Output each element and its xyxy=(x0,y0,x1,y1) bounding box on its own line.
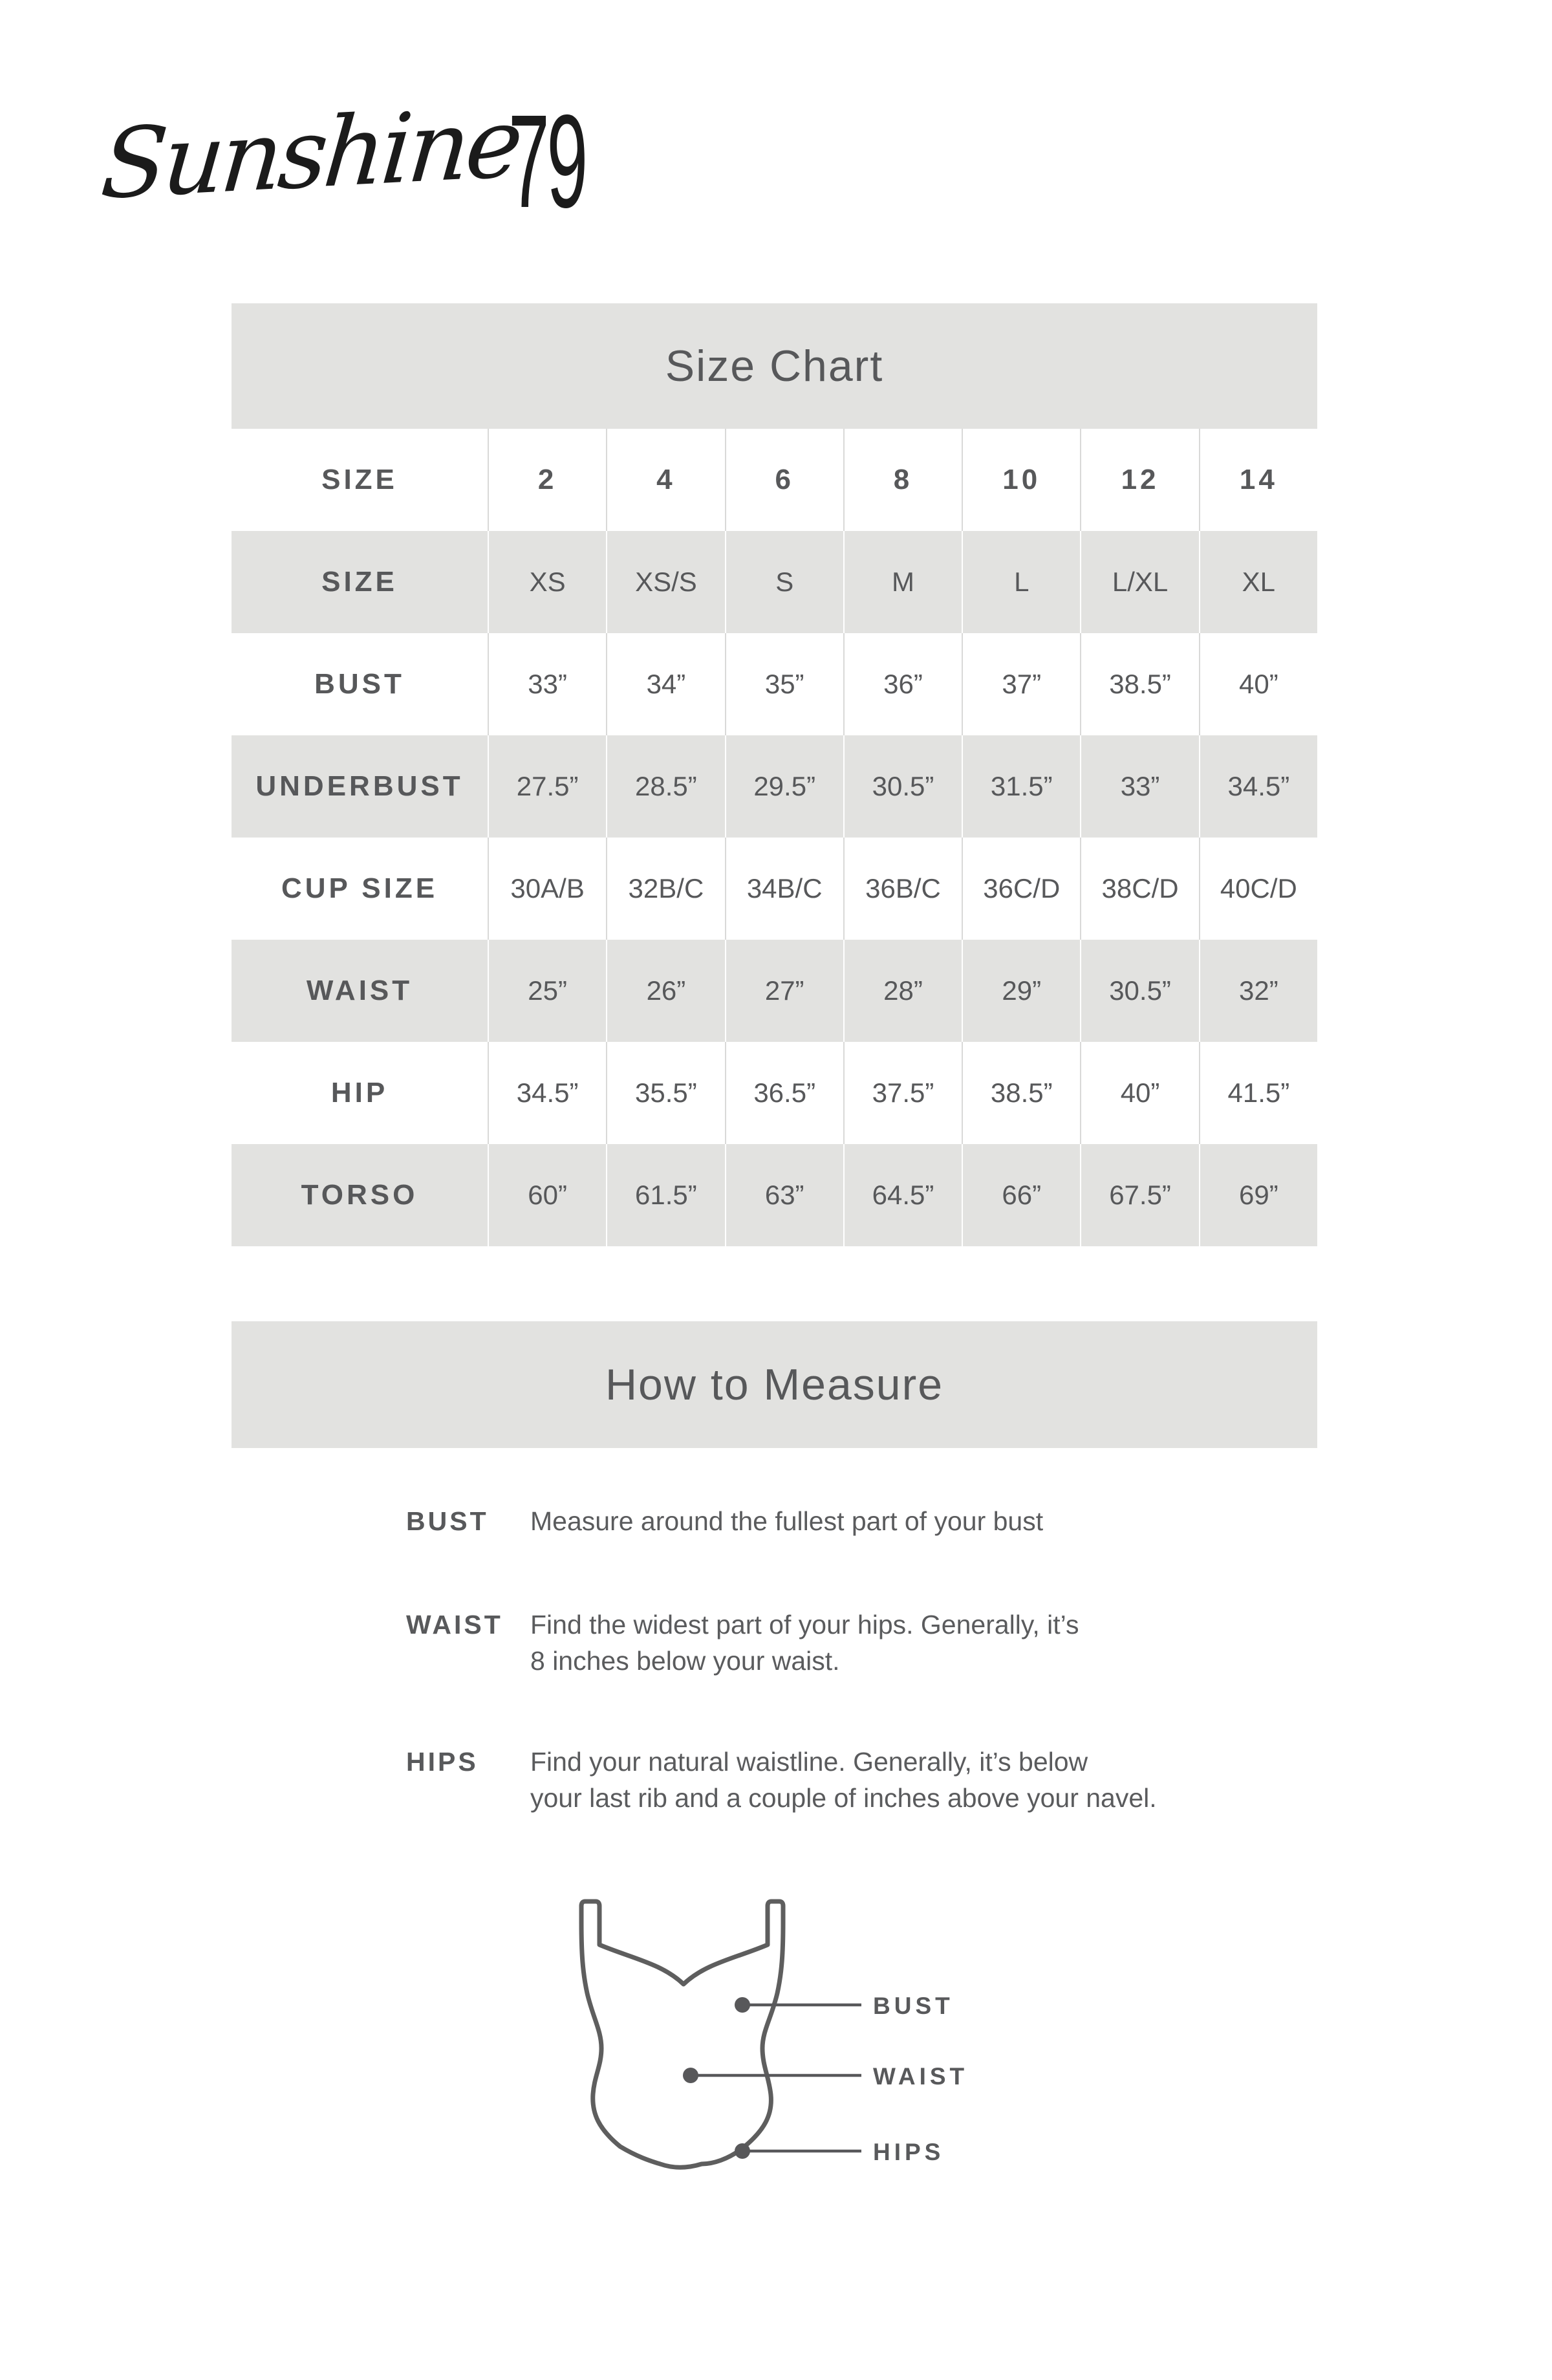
measure-item-waist xyxy=(406,1606,1324,1679)
measure-item-line: Find the widest part of your hips. Generally, it’s xyxy=(530,1610,1079,1639)
row-label: BUST xyxy=(314,668,405,700)
swimsuit-diagram-svg xyxy=(563,1882,1015,2192)
measure-item-bust xyxy=(406,1503,1324,1539)
table-cell: 29.5” xyxy=(725,735,843,838)
waist-dot xyxy=(683,2068,698,2083)
hips-dot xyxy=(735,2143,750,2159)
column-header: SIZE xyxy=(321,464,398,495)
brand-logo xyxy=(97,76,652,235)
column-header: 10 xyxy=(962,429,1080,531)
measurement-diagram xyxy=(563,1882,1015,2192)
table-cell: 32” xyxy=(1199,940,1317,1042)
table-cell: 27.5” xyxy=(488,735,606,838)
table-cell: 66” xyxy=(962,1144,1080,1246)
table-cell: 36” xyxy=(843,633,962,735)
table-row-hip xyxy=(232,1042,1317,1144)
table-cell: 35.5” xyxy=(606,1042,724,1144)
how-to-measure-title: How to Measure xyxy=(232,1321,1317,1448)
table-cell: 36C/D xyxy=(962,838,1080,940)
table-cell: 60” xyxy=(488,1144,606,1246)
table-cell: 34.5” xyxy=(488,1042,606,1144)
measure-item-hips xyxy=(406,1744,1324,1816)
brand-logo-digits: 79 xyxy=(508,87,585,235)
table-row-bust xyxy=(232,633,1317,735)
how-to-measure-section xyxy=(232,1321,1317,1448)
measure-item-text xyxy=(530,1606,1079,1679)
table-cell: S xyxy=(725,531,843,633)
table-row-cupsize xyxy=(232,838,1317,940)
table-cell: XS xyxy=(488,531,606,633)
measure-item-label: WAIST xyxy=(406,1610,503,1639)
table-row-torso xyxy=(232,1144,1317,1246)
measure-item-line: 8 inches below your waist. xyxy=(530,1646,840,1676)
measure-item-line: Find your natural waistline. Generally, it’s below xyxy=(530,1747,1088,1777)
column-header: 14 xyxy=(1199,429,1317,531)
column-header: 12 xyxy=(1080,429,1198,531)
measure-item-text xyxy=(530,1503,1043,1539)
row-label: TORSO xyxy=(301,1179,418,1211)
table-cell: 38.5” xyxy=(1080,633,1198,735)
measure-item-label: BUST xyxy=(406,1506,489,1536)
table-cell: 63” xyxy=(725,1144,843,1246)
table-cell: 33” xyxy=(488,633,606,735)
table-cell: M xyxy=(843,531,962,633)
table-cell: 40” xyxy=(1080,1042,1198,1144)
table-cell: L/XL xyxy=(1080,531,1198,633)
row-label: SIZE xyxy=(321,566,398,598)
table-cell: 40” xyxy=(1199,633,1317,735)
column-header: 8 xyxy=(843,429,962,531)
table-cell: 34” xyxy=(606,633,724,735)
table-cell: 30.5” xyxy=(843,735,962,838)
column-header: 6 xyxy=(725,429,843,531)
table-cell: 38.5” xyxy=(962,1042,1080,1144)
table-cell: 30A/B xyxy=(488,838,606,940)
measure-item-label: HIPS xyxy=(406,1747,479,1777)
table-cell: 29” xyxy=(962,940,1080,1042)
size-chart-section xyxy=(232,303,1317,1246)
diagram-label-hips: HIPS xyxy=(873,2139,945,2165)
column-header: 2 xyxy=(488,429,606,531)
table-cell: XL xyxy=(1199,531,1317,633)
table-cell: 28.5” xyxy=(606,735,724,838)
table-cell: 32B/C xyxy=(606,838,724,940)
table-cell: 41.5” xyxy=(1199,1042,1317,1144)
table-cell: 34.5” xyxy=(1199,735,1317,838)
measure-item-text xyxy=(530,1744,1157,1816)
table-cell: 67.5” xyxy=(1080,1144,1198,1246)
table-cell: 26” xyxy=(606,940,724,1042)
table-row-size-letters xyxy=(232,531,1317,633)
table-cell: 25” xyxy=(488,940,606,1042)
table-cell: XS/S xyxy=(606,531,724,633)
table-cell: 64.5” xyxy=(843,1144,962,1246)
table-cell: L xyxy=(962,531,1080,633)
table-row-waist xyxy=(232,940,1317,1042)
table-cell: 38C/D xyxy=(1080,838,1198,940)
table-cell: 34B/C xyxy=(725,838,843,940)
table-cell: 37” xyxy=(962,633,1080,735)
table-cell: 36.5” xyxy=(725,1042,843,1144)
table-cell: 36B/C xyxy=(843,838,962,940)
swimsuit-outline xyxy=(581,1901,783,2167)
table-cell: 61.5” xyxy=(606,1144,724,1246)
row-label: CUP SIZE xyxy=(281,872,438,904)
measure-instructions xyxy=(406,1503,1324,1816)
table-cell: 30.5” xyxy=(1080,940,1198,1042)
table-cell: 31.5” xyxy=(962,735,1080,838)
table-cell: 69” xyxy=(1199,1144,1317,1246)
table-cell: 40C/D xyxy=(1199,838,1317,940)
row-label: WAIST xyxy=(306,975,413,1006)
size-chart-header-row xyxy=(232,429,1317,531)
brand-logo-script: Sunshine xyxy=(97,87,524,221)
size-chart-title: Size Chart xyxy=(232,303,1317,429)
table-cell: 35” xyxy=(725,633,843,735)
column-header: 4 xyxy=(606,429,724,531)
table-cell: 27” xyxy=(725,940,843,1042)
table-cell: 28” xyxy=(843,940,962,1042)
table-cell: 37.5” xyxy=(843,1042,962,1144)
measure-item-line: Measure around the fullest part of your bust xyxy=(530,1506,1044,1536)
diagram-label-bust: BUST xyxy=(873,1993,954,2019)
measure-item-line: your last rib and a couple of inches above your navel. xyxy=(530,1783,1157,1813)
table-row-underbust xyxy=(232,735,1317,838)
bust-dot xyxy=(735,1997,750,2013)
row-label: UNDERBUST xyxy=(255,770,464,802)
diagram-label-waist: WAIST xyxy=(873,2063,969,2090)
row-label: HIP xyxy=(330,1077,389,1109)
table-cell: 33” xyxy=(1080,735,1198,838)
